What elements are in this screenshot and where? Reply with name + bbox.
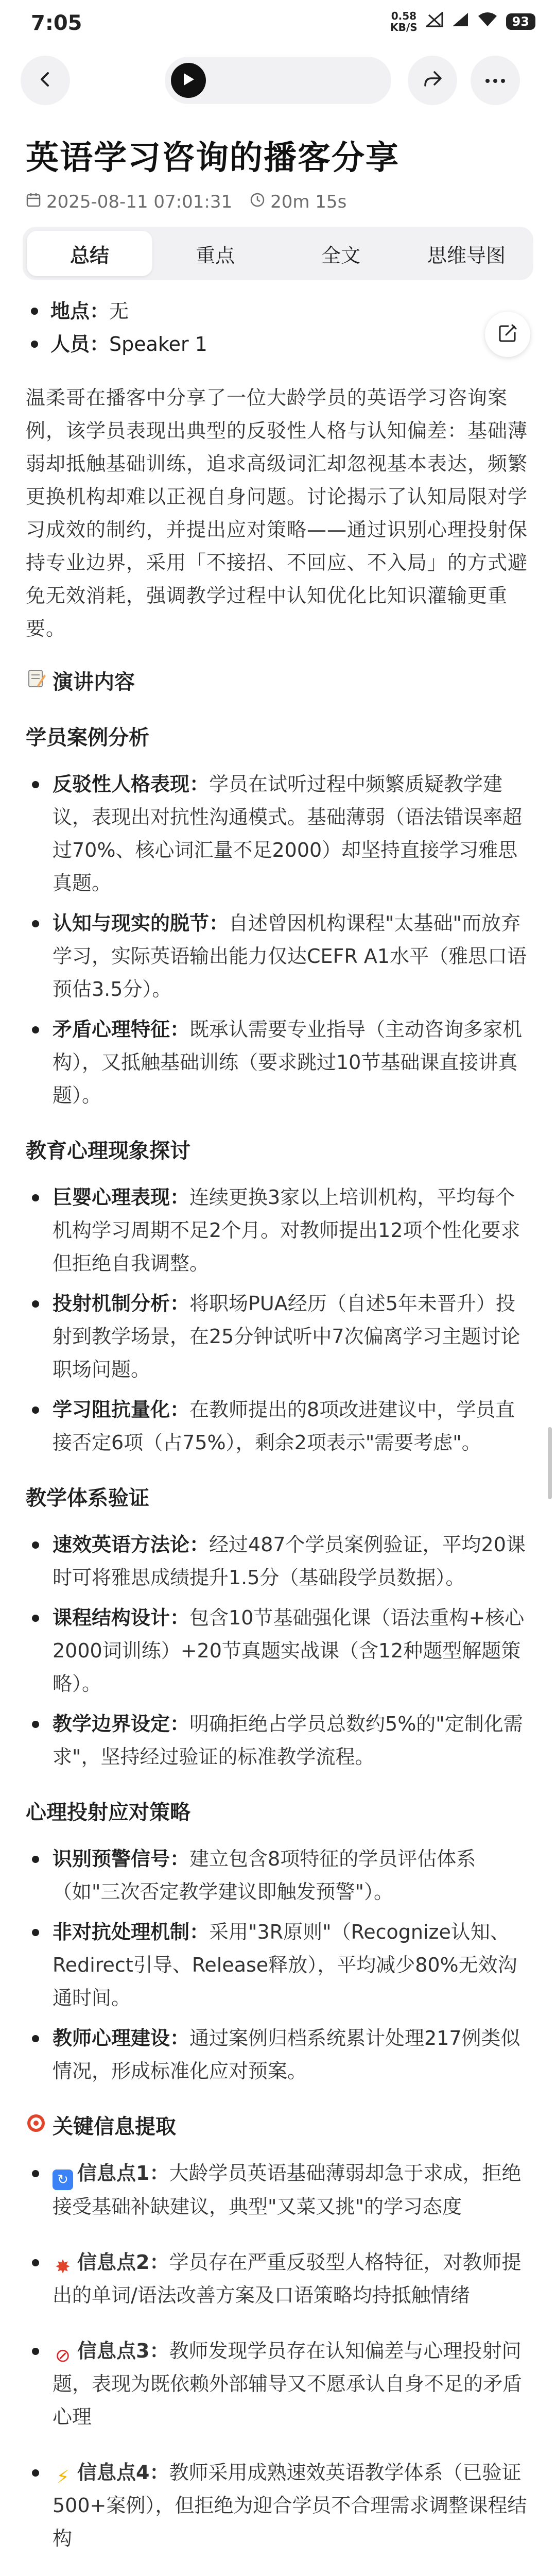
signal-icon [451,12,469,31]
play-button[interactable] [171,63,206,98]
point-text: 在教师提出的8项改进建议中，学员直接否定6项（占75%），剩余2项表示"需要考虑"。 [53,1398,515,1454]
location-row [31,295,530,328]
section-points [26,1181,530,1459]
location-value: 无 [109,300,129,323]
outline-section [26,1796,530,2088]
network-speed-unit: KB/S [390,21,418,33]
loop-icon: ↻ [53,2170,73,2190]
bolt-icon: ⚡ [56,2467,70,2488]
point-text: 包含10节基础强化课（语法重构+核心2000词训练）+20节真题实战课（含12种题型解题策略）。 [53,1606,525,1695]
list-item [26,2456,530,2555]
list-item [26,1013,530,1112]
key-info-heading-text: 关键信息提取 [53,2115,176,2139]
section-title: 教育心理现象探讨 [26,1139,190,1163]
point-text: 通过案例归档系统累计处理217例类似情况，形成标准化应对预案。 [53,2027,520,2082]
list-item [26,768,530,900]
point-key: 信息点1： [77,2162,169,2184]
point-text: 自述曾因机构课程"太基础"而放弃学习，实际英语输出能力仅达CEFR A1水平（雅思口语预估3.5分）。 [53,912,527,1001]
list-item [26,1707,530,1773]
point-text: 将职场PUA经历（自述5年未晋升）投射到教学场景，在25分钟试听中7次偏离学习主题讨论职场问题。 [53,1292,520,1381]
point-key: 反驳性人格表现： [53,773,210,795]
wifi-icon [477,12,498,31]
more-icon [485,76,506,86]
point-text: 教师采用成熟速效英语教学体系（已验证500+案例），但拒绝为迎合学员不合理需求调整课程结构 [53,2461,527,2550]
point-key: 投射机制分析： [53,1292,190,1315]
people-label: 人员： [50,333,110,355]
point-key: 学习阻抗量化： [53,1398,190,1421]
share-button[interactable] [408,56,457,105]
network-speed-value: 0.58 [391,10,417,22]
list-item [26,1601,530,1700]
recording-date: 2025-08-11 07:01:31 [46,192,233,212]
more-button[interactable] [471,56,520,105]
list-item [26,1916,530,2014]
point-key: 教学边界设定： [53,1713,190,1735]
people-row [31,328,530,361]
no-sim-icon [426,12,443,31]
list-item [26,1287,530,1386]
point-key: 速效英语方法论： [53,1533,210,1556]
point-key: 课程结构设计： [53,1606,190,1629]
key-info-list [26,2157,530,2576]
list-item [26,2157,530,2223]
point-text: 明确拒绝占学员总数约5%的"定制化需求"，坚持经过验证的标准教学流程。 [53,1713,523,1768]
network-speed [390,10,417,33]
section-title: 学员案例分析 [26,726,149,750]
point-text: 既承认需要专业指导（主动咨询多家机构），又抵触基础训练（要求跳过10节基础课直接讲真题）。 [53,1018,523,1107]
tab-full-text[interactable]: 全文 [321,244,360,267]
clock-icon [250,192,265,212]
prohibited-icon: ⊘ [55,2345,71,2366]
status-icons [390,10,535,33]
outline-section [26,1134,530,1459]
tab-highlights[interactable]: 重点 [195,244,235,267]
status-time: 7:05 [31,11,82,35]
point-text: 建立包含8项特征的学员评估体系（如"三次否定教学建议即触发预警"）。 [53,1848,476,1903]
point-key: 信息点4： [77,2461,169,2484]
point-text: 采用"3R原则"（Recognize认知、Redirect引导、Release释放），平均减少80%无效沟通时间。 [53,1921,517,2009]
outline-section [26,721,530,1112]
nav-bar [0,52,556,108]
point-text: 学员存在严重反驳型人格特征，对教师提出的单词/语法改善方案及口语策略均持抵触情绪 [53,2251,522,2307]
point-key: 认知与现实的脱节： [53,912,229,935]
recording-duration: 20m 15s [270,192,347,212]
point-key: 巨婴心理表现： [53,1186,190,1209]
point-text: 经过487个学员案例验证，平均20课时可将雅思成绩提升1.5分（基础段学员数据）。 [53,1533,526,1589]
list-item [26,1393,530,1459]
scrollbar-thumb[interactable] [548,1427,552,1499]
point-text: 学员在试听过程中频繁质疑教学建议，表现出对抗性沟通模式。基础薄弱（语法错误率超过70%、核心词汇量不足2000）却坚持直接学习雅思真题。 [53,773,523,894]
point-text: 大龄学员英语基础薄弱却急于求成，拒绝接受基础补缺建议，典型"又菜又挑"的学习态度 [53,2162,522,2218]
list-item [26,1181,530,1280]
recording-meta [26,192,346,212]
target-icon [26,2110,46,2143]
calendar-icon [26,192,41,212]
tab-summary[interactable]: 总结 [27,231,152,276]
explosion-icon: ✸ [55,2257,71,2278]
chevron-left-icon [36,70,55,91]
outline-heading-text: 演讲内容 [53,670,135,694]
summary-content [26,295,530,2576]
section-title: 心理投射应对策略 [26,1801,190,1824]
tab-mind-map[interactable]: 思维导图 [427,244,506,267]
share-icon [422,70,443,91]
bullet [31,308,38,315]
bullet [31,341,38,348]
page-title: 英语学习咨询的播客分享 [26,139,399,177]
location-label: 地点： [50,300,110,323]
play-icon [182,72,195,89]
list-item [26,1842,530,1908]
people-value: Speaker 1 [109,333,207,355]
section-points [26,1842,530,2088]
list-item [26,1528,530,1594]
list-item [26,907,530,1006]
tab-bar [23,227,533,280]
section-points [26,768,530,1112]
battery-indicator: 93 [506,13,535,30]
section-points [26,1528,530,1773]
key-info-heading [26,2110,530,2143]
outline-section [26,1482,530,1773]
memo-icon [26,666,46,699]
back-button[interactable] [21,56,70,105]
point-key: 信息点2： [77,2251,169,2274]
list-item [26,2022,530,2088]
point-key: 非对抗处理机制： [53,1921,210,1943]
list-item [26,2246,530,2312]
point-key: 识别预警信号： [53,1848,190,1870]
section-title: 教学体系验证 [26,1486,149,1510]
summary-intro: 温柔哥在播客中分享了一位大龄学员的英语学习咨询案例，该学员表现出典型的反驳性人格与认知偏差：基础薄弱却抵触基础训练，追求高级词汇却忽视基本表达，频繁更换机构却难以正视自身问题。讨论揭示了认知局限对学习成效的制约，并提出应对策略——通过识别心理投射保持专业边界，采用「不接招、不回应、不入局」的方式避免无效消耗，强调教学过程中认知优化比知识灌输更重要。 [26,386,528,640]
point-text: 教师发现学员存在认知偏差与心理投射问题，表现为既依赖外部辅导又不愿承认自身不足的矛盾心理 [53,2340,523,2428]
audio-player-bar[interactable] [165,57,391,104]
point-key: 矛盾心理特征： [53,1018,190,1041]
status-bar [0,0,556,52]
point-key: 教师心理建设： [53,2027,190,2049]
point-key: 信息点3： [77,2340,169,2362]
outline-heading [26,666,530,699]
list-item [26,2334,530,2433]
point-text: 连续更换3家以上培训机构，平均每个机构学习周期不足2个月。对教师提出12项个性化要求但拒绝自我调整。 [53,1186,520,1275]
